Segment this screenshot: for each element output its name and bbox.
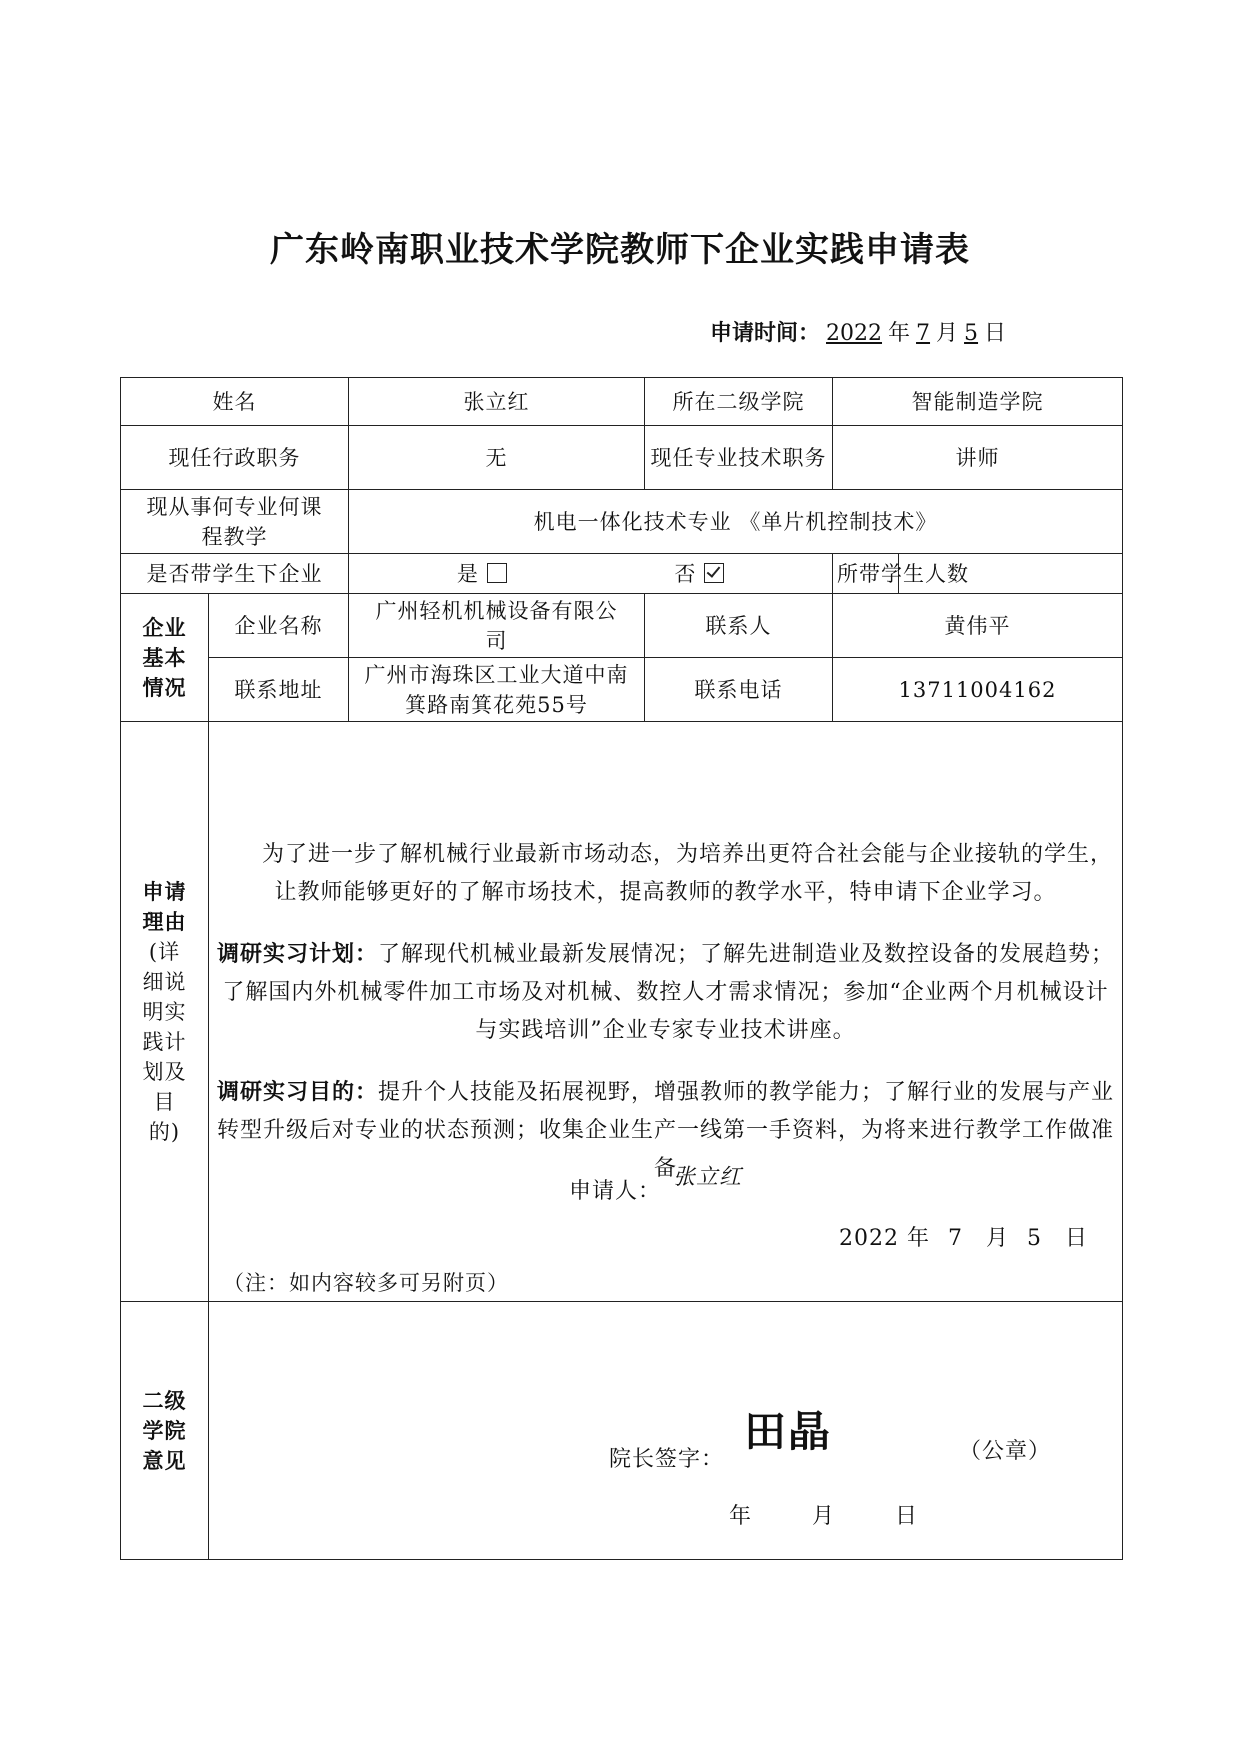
address-label: 联系地址: [209, 658, 349, 722]
name-value: 张立红: [349, 378, 645, 426]
applicant-signature: 张立红: [673, 1165, 743, 1190]
reason-label: [121, 722, 209, 1302]
apply-month-unit: 月: [936, 321, 959, 346]
college-label: 所在二级学院: [645, 378, 833, 426]
apply-date-label: 申请时间：: [710, 321, 821, 346]
option-yes-label: 是: [456, 561, 479, 586]
dean-signature: 田晶: [744, 1407, 833, 1456]
applicant-date: [839, 1224, 1106, 1254]
reason-label-main: 申请理由: [142, 879, 187, 934]
form-title: 广东岭南职业技术学院教师下企业实践申请表: [270, 230, 970, 270]
option-yes[interactable]: [457, 559, 507, 589]
address-value: [349, 658, 645, 722]
subject-label: [121, 490, 349, 554]
apply-month: 7: [916, 321, 931, 346]
address-text: 广州市海珠区工业大道中南箕路南箕花苑55号: [364, 662, 629, 717]
dean-label: 院长签字：: [609, 1447, 725, 1472]
reason-intro: 为了进一步了解机械行业最新市场动态，为培养出更符合社会能与企业接轨的学生，让教师能够更好的了解市场技术，提高教师的教学水平，特申请下企业学习。: [261, 841, 1113, 905]
application-table: [120, 377, 1123, 1560]
applicant-date-month: 7 月: [947, 1226, 1009, 1251]
checkbox-yes[interactable]: [487, 563, 507, 583]
opinion-date: [729, 1502, 978, 1532]
dean-signature-row: [609, 1407, 833, 1475]
enterprise-section-text: 企业基本情况: [142, 615, 187, 700]
with-students-options: [349, 554, 833, 594]
opinion-label: [121, 1302, 209, 1560]
enterprise-name-text: 广州轻机机械设备有限公司: [375, 598, 618, 653]
contact-person-label: 联系人: [645, 594, 833, 658]
students-count-label: 所带学生人数: [833, 554, 899, 594]
opinion-month: 月: [812, 1504, 836, 1529]
phone-value: 13711004162: [833, 658, 1123, 722]
admin-position-value: 无: [349, 426, 645, 490]
apply-year-unit: 年: [888, 321, 911, 346]
official-seal-label: （公章）: [959, 1439, 1052, 1464]
subject-label-text: 现从事何专业何课程教学: [146, 494, 323, 549]
tech-title-label: 现任专业技术职务: [645, 426, 833, 490]
apply-day-unit: 日: [984, 321, 1007, 346]
footnote: （注：如内容较多可另附页）: [223, 1271, 509, 1295]
enterprise-section-label: [121, 594, 209, 722]
tech-title-value: 讲师: [833, 426, 1123, 490]
option-no-label: 否: [674, 561, 697, 586]
opinion-label-text: 二级学院意见: [142, 1388, 187, 1473]
enterprise-name-value: [349, 594, 645, 658]
name-label: 姓名: [121, 378, 349, 426]
goal-text: 提升个人技能及拓展视野，增强教师的教学能力；了解行业的发展与产业转型升级后对专业的状态预测；收集企业生产一线第一手资料，为将来进行教学工作做准备: [216, 1079, 1115, 1181]
enterprise-name-label: 企业名称: [209, 594, 349, 658]
checkbox-no-checked[interactable]: [704, 563, 724, 583]
applicant-label: 申请人：: [569, 1179, 662, 1204]
applicant-date-day: 5 日: [1026, 1226, 1088, 1251]
apply-date: [710, 316, 1006, 347]
applicant-date-year: 2022 年: [839, 1226, 930, 1251]
college-value: 智能制造学院: [833, 378, 1123, 426]
admin-position-label: 现任行政职务: [121, 426, 349, 490]
opinion-content: [209, 1302, 1123, 1560]
reason-content: [209, 722, 1123, 1302]
with-students-label: 是否带学生下企业: [121, 554, 349, 594]
subject-value: 机电一体化技术专业 《单片机控制技术》: [349, 490, 1123, 554]
opinion-year: 年: [729, 1504, 753, 1529]
option-no[interactable]: [674, 559, 724, 589]
opinion-day: 日: [895, 1504, 919, 1529]
contact-person-value: 黄伟平: [833, 594, 1123, 658]
goal-label: 调研实习目的：: [216, 1079, 378, 1105]
plan-text: 了解现代机械业最新发展情况；了解先进制造业及数控设备的发展趋势；了解国内外机械零件加工市场及对机械、数控人才需求情况；参加“企业两个月机械设计与实践培训”企业专家专业技术讲座。: [222, 941, 1115, 1043]
applicant-signature-row: [569, 1165, 743, 1207]
plan-label: 调研实习计划：: [216, 941, 378, 967]
phone-label: 联系电话: [645, 658, 833, 722]
reason-label-note: (详细说明实践计划及目的): [142, 939, 187, 1144]
apply-year: 2022: [826, 321, 883, 346]
apply-day: 5: [964, 321, 979, 346]
